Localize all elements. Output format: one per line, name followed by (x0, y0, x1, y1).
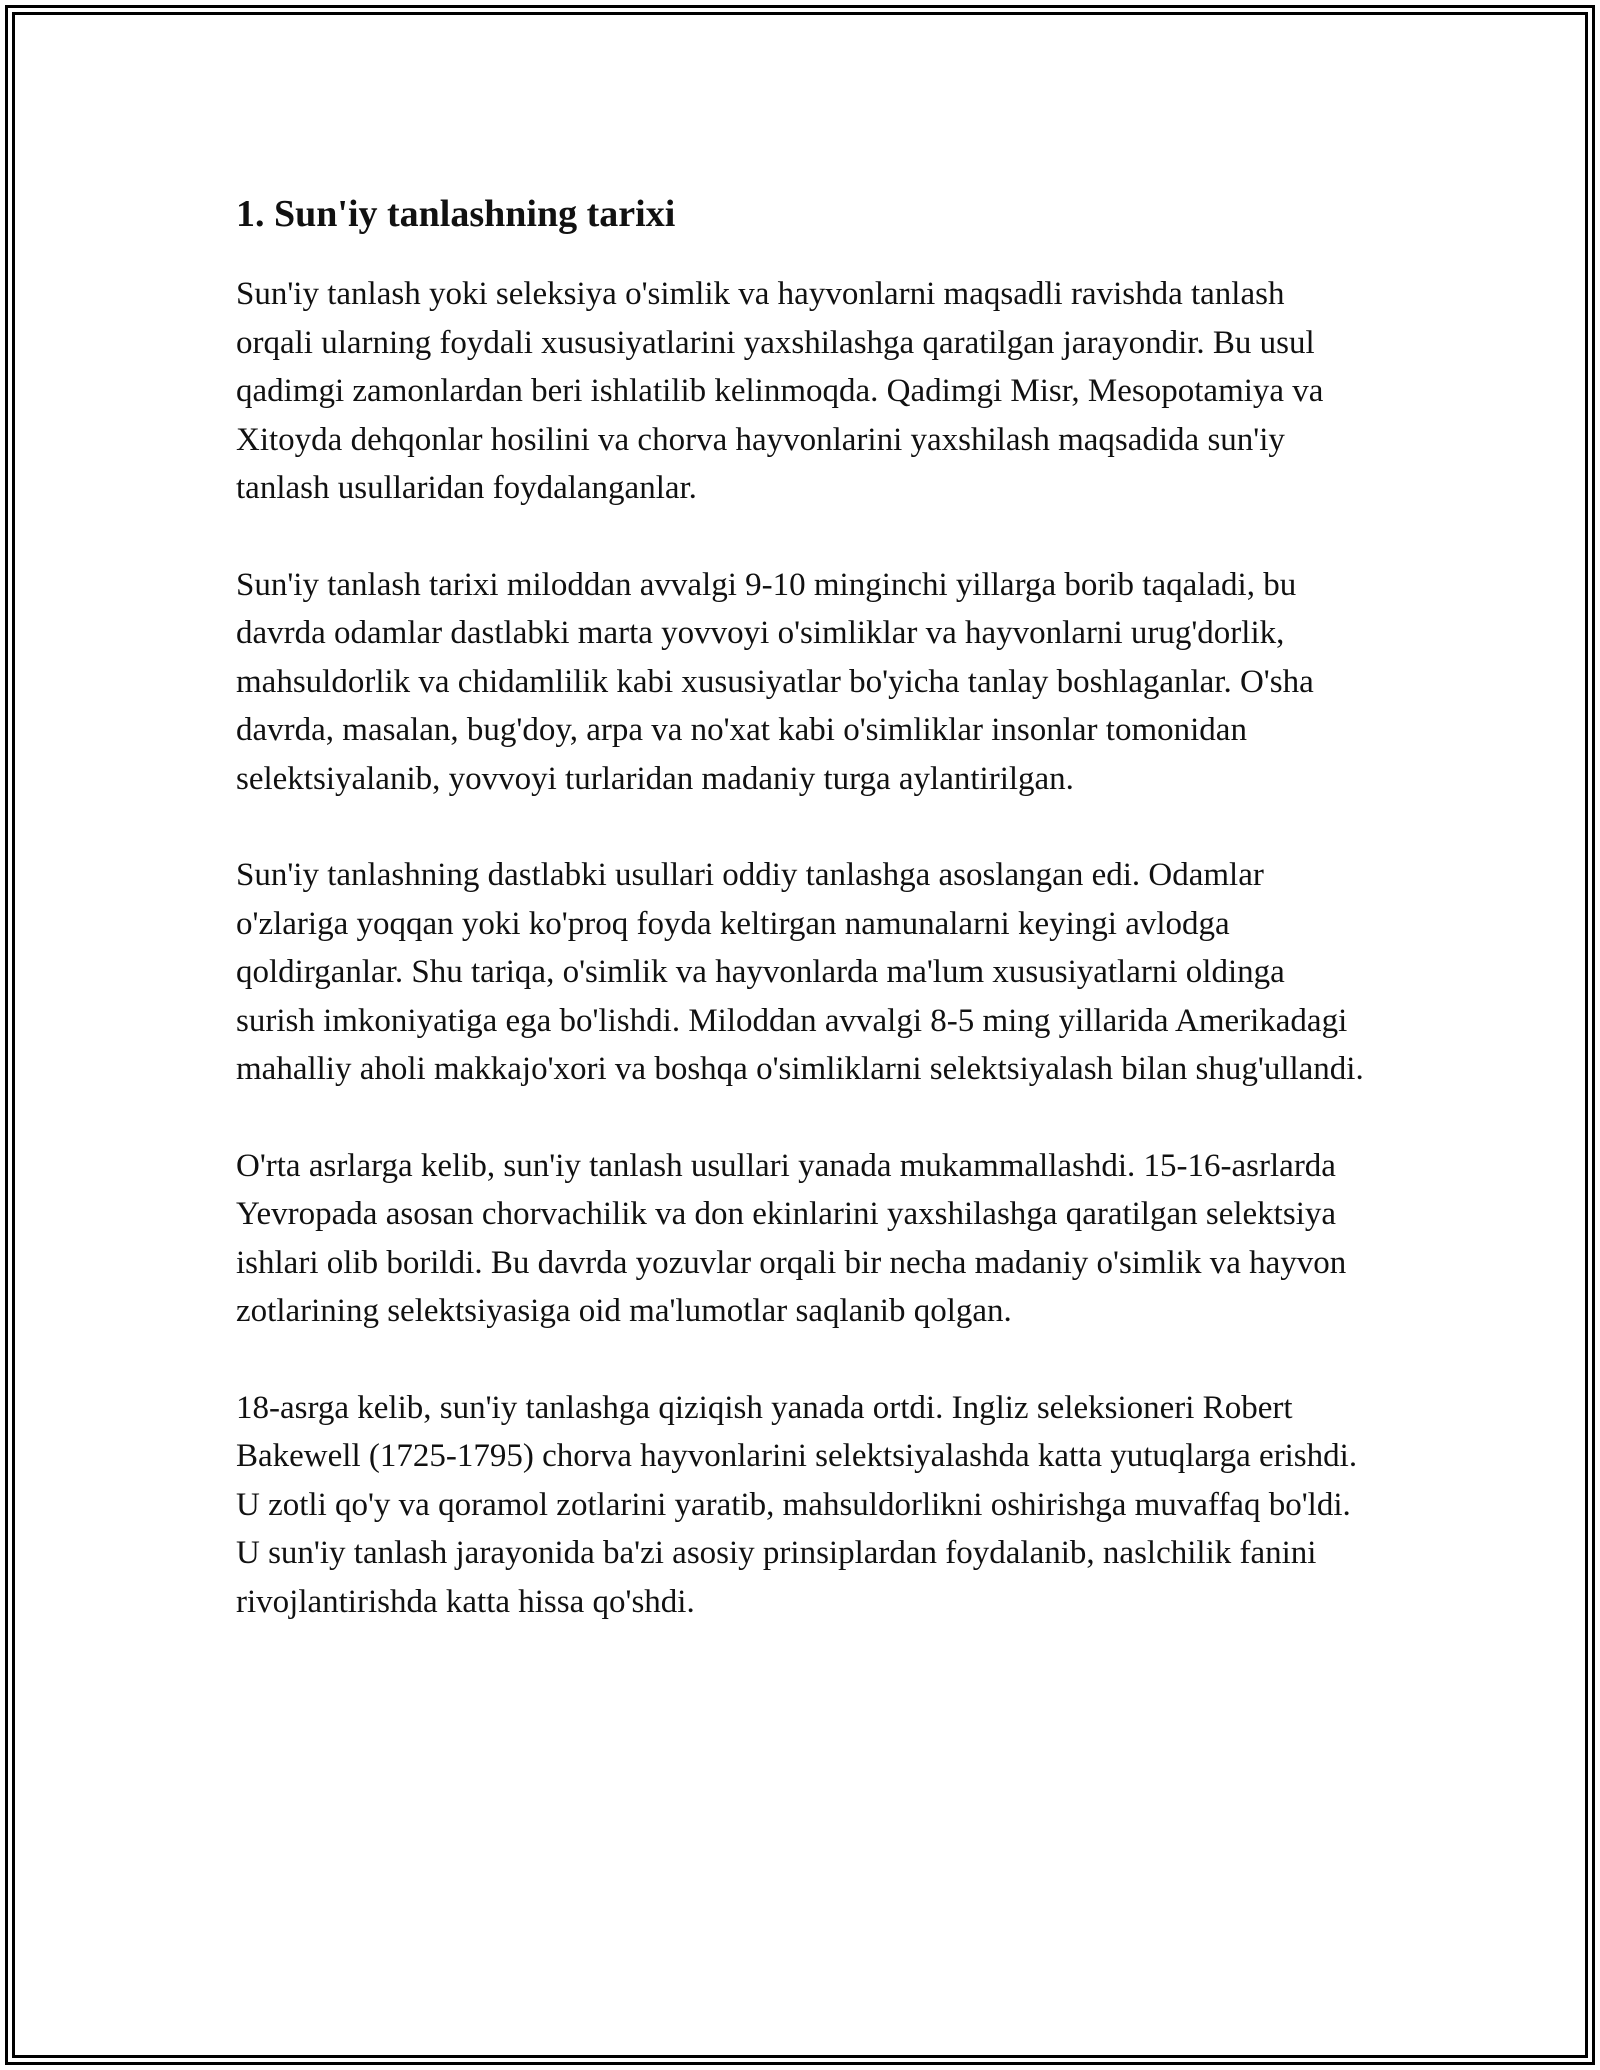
paragraph-5: 18-asrga kelib, sun'iy tanlashga qiziqish yanada ortdi. Ingliz seleksioneri Robert Bakewell (1725-1795) chorva hayvonlarini selektsiyalashda katta yutuqlarga erishdi. U zotli qo'y va qoramol zotlarini yaratib, mahsuldorlikni oshirishga muvaffaq bo'ldi. U sun'iy tanlash jarayonida ba'zi asosiy prinsiplardan foydalanib, naslchilik fanini rivojlantirishda katta hissa qo'shdi. (236, 1389, 1358, 1620)
paragraph-2: Sun'iy tanlash tarixi miloddan avvalgi 9-10 minginchi yillarga borib taqaladi, bu davrda odamlar dastlabki marta yovvoyi o'simliklar va hayvonlarni urug'dorlik, mahsuldorlik va chidamlilik kabi xususiyatlar bo'yicha tanlay boshlaganlar. O'sha davrda, masalan, bug'doy, arpa va no'xat kabi o'simliklar insonlar tomonidan selektsiyalanib, yovvoyi turlaridan madaniy turga aylantirilgan. (236, 566, 1314, 797)
document-body (236, 188, 1366, 1674)
paragraph-4: O'rta asrlarga kelib, sun'iy tanlash usullari yanada mukammallashdi. 15-16-asrlarda Yevropada asosan chorvachilik va don ekinlarini yaxshilashga qaratilgan selektsiya ishlari olib borildi. Bu davrda yozuvlar orqali bir necha madaniy o'simlik va hayvon zotlarining selektsiyasiga oid ma'lumotlar saqlanib qolgan. (236, 1147, 1347, 1329)
section-heading: 1. Sun'iy tanlashning tarixi (236, 193, 676, 235)
paragraph-3: Sun'iy tanlashning dastlabki usullari oddiy tanlashga asoslangan edi. Odamlar o'zlariga yoqqan yoki ko'proq foyda keltirgan namunalarni keyingi avlodga qoldirganlar. Shu tariqa, o'simlik va hayvonlarda ma'lum xususiyatlarni oldinga surish imkoniyatiga ega bo'lishdi. Miloddan avvalgi 8-5 ming yillarida Amerikadagi mahalliy aholi makkajo'xori va boshqa o'simliklarni selektsiyalash bilan shug'ullandi. (236, 857, 1364, 1087)
paragraph-1: Sun'iy tanlash yoki seleksiya o'simlik va hayvonlarni maqsadli ravishda tanlash orqali ularning foydali xususiyatlarini yaxshilashga qaratilgan jarayondir. Bu usul qadimgi zamonlardan beri ishlatilib kelinmoqda. Qadimgi Misr, Mesopotamiya va Xitoyda dehqonlar hosilini va chorva hayvonlarini yaxshilash maqsadida sun'iy tanlash usullaridan foydalanganlar. (236, 276, 1324, 506)
